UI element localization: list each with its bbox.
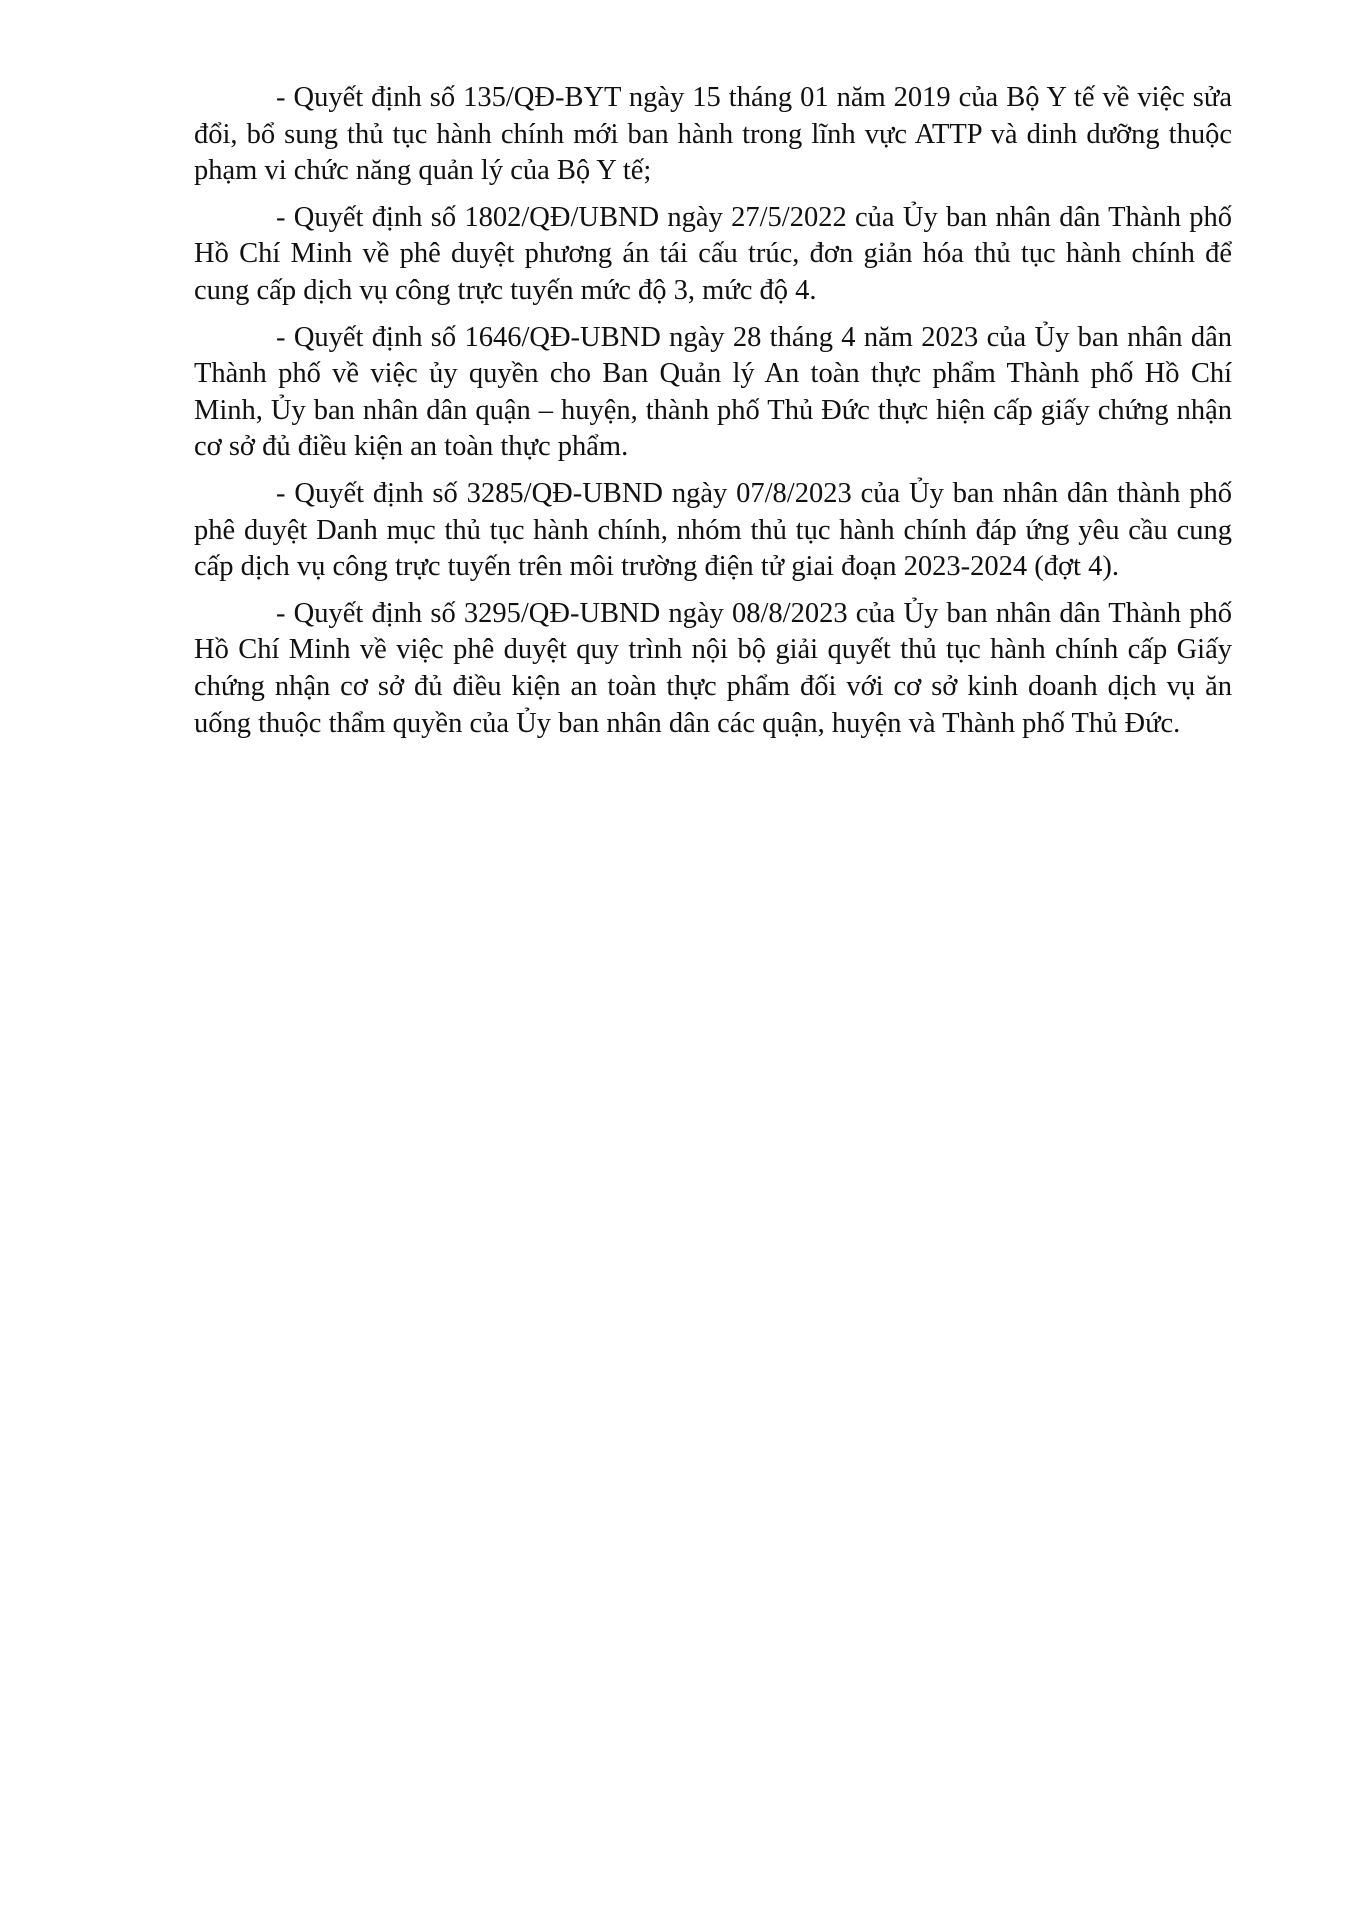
document-body — [194, 80, 1232, 752]
paragraph-decision-3295: - Quyết định số 3295/QĐ-UBND ngày 08/8/2023 của Ủy ban nhân dân Thành phố Hồ Chí Minh về việc phê duyệt quy trình nội bộ giải quyết thủ tục hành chính cấp Giấy chứng nhận cơ sở đủ điều kiện an toàn thực phẩm đối với cơ sở kinh doanh dịch vụ ăn uống thuộc thẩm quyền của Ủy ban nhân dân các quận, huyện và Thành phố Thủ Đức. — [194, 597, 1232, 739]
paragraph-decision-135: - Quyết định số 135/QĐ-BYT ngày 15 tháng 01 năm 2019 của Bộ Y tế về việc sửa đổi, bổ sung thủ tục hành chính mới ban hành trong lĩnh vực ATTP và dinh dưỡng thuộc phạm vi chức năng quản lý của Bộ Y tế; — [194, 82, 1232, 187]
paragraph-decision-3285: - Quyết định số 3285/QĐ-UBND ngày 07/8/2023 của Ủy ban nhân dân thành phố phê duyệt Danh mục thủ tục hành chính, nhóm thủ tục hành chính đáp ứng yêu cầu cung cấp dịch vụ công trực tuyến trên môi trường điện tử giai đoạn 2023-2024 (đợt 4). — [194, 477, 1232, 583]
paragraph-decision-1802: - Quyết định số 1802/QĐ/UBND ngày 27/5/2022 của Ủy ban nhân dân Thành phố Hồ Chí Minh về phê duyệt phương án tái cấu trúc, đơn giản hóa thủ tục hành chính để cung cấp dịch vụ công trực tuyến mức độ 3, mức độ 4. — [194, 201, 1232, 306]
paragraph-decision-1646: - Quyết định số 1646/QĐ-UBND ngày 28 tháng 4 năm 2023 của Ủy ban nhân dân Thành phố về việc ủy quyền cho Ban Quản lý An toàn thực phẩm Thành phố Hồ Chí Minh, Ủy ban nhân dân quận – huyện, thành phố Thủ Đức thực hiện cấp giấy chứng nhận cơ sở đủ điều kiện an toàn thực phẩm. — [194, 321, 1232, 463]
